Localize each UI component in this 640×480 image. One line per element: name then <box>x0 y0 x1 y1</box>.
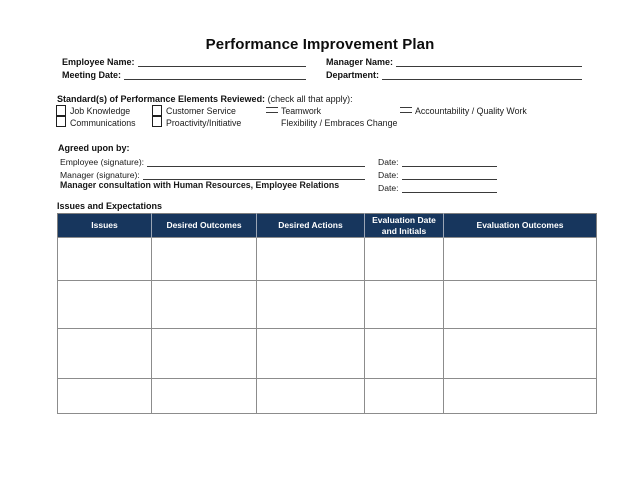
manager-signature-row <box>60 167 365 180</box>
column-header-evaluation-outcomes: Evaluation Outcomes <box>444 214 597 238</box>
table-row <box>58 238 597 281</box>
meeting-date-label: Meeting Date: <box>62 70 122 80</box>
employee-date-line[interactable] <box>402 156 497 167</box>
standard-label-proactivity: Proactivity/Initiative <box>166 118 242 128</box>
standards-heading-bold: Standard(s) of Performance Elements Reviewed: <box>57 94 266 104</box>
table-cell[interactable] <box>58 329 152 379</box>
standards-heading <box>57 94 353 104</box>
table-cell[interactable] <box>257 281 365 329</box>
standard-label-accountability: Accountability / Quality Work <box>415 106 527 116</box>
checkbox-proactivity[interactable] <box>152 116 162 127</box>
hr-consultation-date-row <box>378 180 497 193</box>
check-line-teamwork[interactable] <box>266 107 278 113</box>
table-cell[interactable] <box>444 329 597 379</box>
employee-name-input-line[interactable] <box>138 56 306 67</box>
standard-label-teamwork: Teamwork <box>281 106 322 116</box>
hr-consultation-label: Manager consultation with Human Resources, Employee Relations <box>60 180 340 190</box>
issues-table-heading: Issues and Expectations <box>57 201 163 211</box>
table-cell[interactable] <box>58 379 152 414</box>
meeting-date-input-line[interactable] <box>124 69 306 80</box>
table-cell[interactable] <box>152 329 257 379</box>
date-label: Date: <box>378 157 399 167</box>
table-cell[interactable] <box>444 379 597 414</box>
table-cell[interactable] <box>152 281 257 329</box>
date-label: Date: <box>378 170 399 180</box>
table-cell[interactable] <box>257 329 365 379</box>
employee-signature-label: Employee (signature): <box>60 157 145 167</box>
table-cell[interactable] <box>365 329 444 379</box>
table-cell[interactable] <box>257 238 365 281</box>
table-row <box>58 329 597 379</box>
table-cell[interactable] <box>444 238 597 281</box>
table-cell[interactable] <box>257 379 365 414</box>
manager-date-line[interactable] <box>402 169 497 180</box>
standard-label-flexibility: Flexibility / Embraces Change <box>281 118 398 128</box>
column-header-desired-outcomes: Desired Outcomes <box>152 214 257 238</box>
department-label: Department: <box>326 70 380 80</box>
table-cell[interactable] <box>58 281 152 329</box>
standard-label-communications: Communications <box>70 118 136 128</box>
manager-signature-label: Manager (signature): <box>60 170 140 180</box>
agreement-heading: Agreed upon by: <box>58 143 130 153</box>
standards-heading-note: (check all that apply): <box>267 94 353 104</box>
standard-label-customer-service: Customer Service <box>166 106 236 116</box>
standard-label-job-knowledge: Job Knowledge <box>70 106 131 116</box>
checkbox-customer-service[interactable] <box>152 105 162 116</box>
manager-name-input-line[interactable] <box>396 56 582 67</box>
meeting-date-field-row <box>62 67 306 80</box>
manager-signature-line[interactable] <box>143 169 365 180</box>
table-cell[interactable] <box>444 281 597 329</box>
table-cell[interactable] <box>58 238 152 281</box>
table-cell[interactable] <box>152 379 257 414</box>
hr-consultation-date-line[interactable] <box>402 182 497 193</box>
column-header-desired-actions: Desired Actions <box>257 214 365 238</box>
check-line-accountability[interactable] <box>400 107 412 113</box>
table-cell[interactable] <box>365 238 444 281</box>
column-header-evaluation-date-initials: Evaluation Date and Initials <box>365 214 444 238</box>
employee-signature-row <box>60 154 365 167</box>
page-title: Performance Improvement Plan <box>205 36 435 53</box>
table-cell[interactable] <box>152 238 257 281</box>
table-row <box>58 281 597 329</box>
employee-signature-line[interactable] <box>147 156 365 167</box>
date-label: Date: <box>378 183 399 193</box>
department-input-line[interactable] <box>382 69 582 80</box>
department-field-row <box>326 67 582 80</box>
column-header-issues: Issues <box>58 214 152 238</box>
employee-name-label: Employee Name: <box>62 57 135 67</box>
employee-signature-date-row <box>378 154 497 167</box>
manager-name-label: Manager Name: <box>326 57 394 67</box>
table-header-row <box>58 214 597 238</box>
table-cell[interactable] <box>365 281 444 329</box>
manager-name-field-row <box>326 54 582 67</box>
issues-expectations-table <box>57 213 597 414</box>
checkbox-communications[interactable] <box>56 116 66 127</box>
table-cell[interactable] <box>365 379 444 414</box>
table-row <box>58 379 597 414</box>
employee-name-field-row <box>62 54 306 67</box>
checkbox-job-knowledge[interactable] <box>56 105 66 116</box>
manager-signature-date-row <box>378 167 497 180</box>
